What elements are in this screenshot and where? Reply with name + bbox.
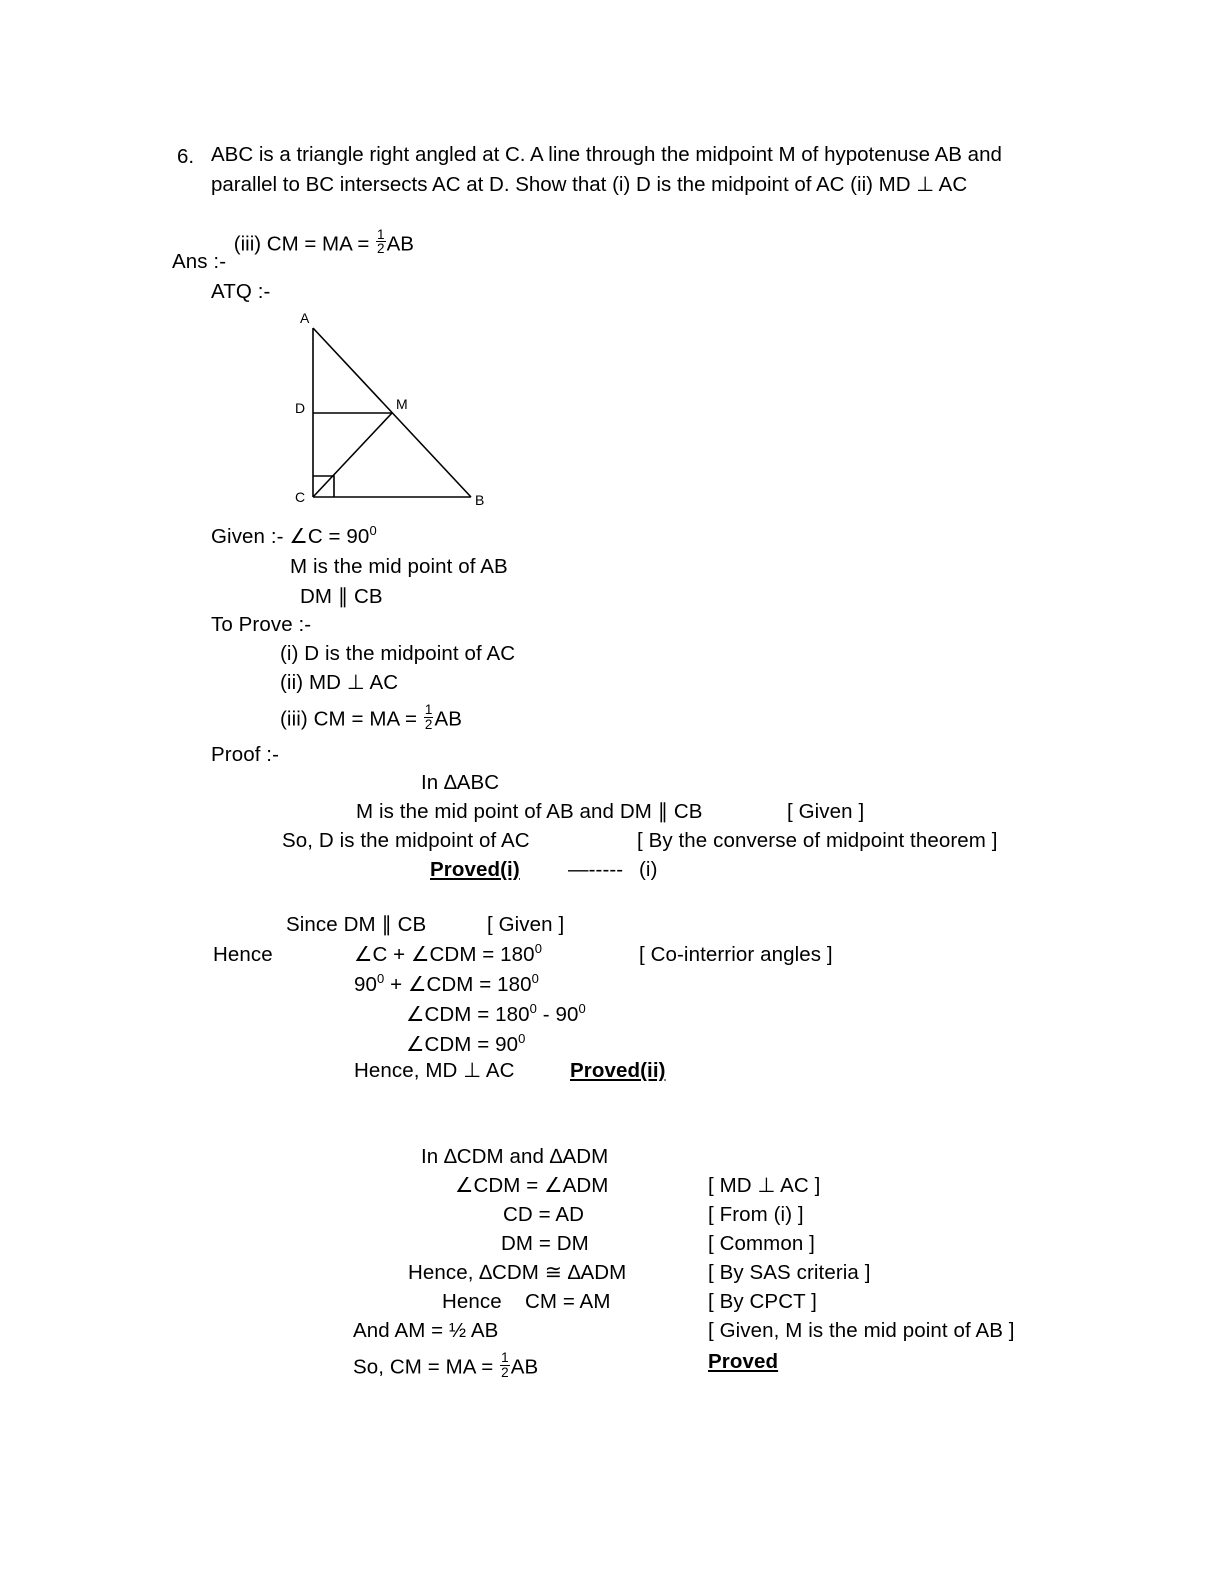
- proof-b2-hence: Hence: [213, 943, 273, 966]
- proof-b3-line-1: In ∆CDM and ∆ADM: [421, 1145, 609, 1168]
- proof-b2-line-1-left: Since DM ∥ CB: [286, 913, 427, 936]
- given-line-3: DM ∥ CB: [300, 585, 383, 608]
- proof-b2-line-2-text: ∠C + ∠CDM = 180: [354, 943, 535, 966]
- question-line-3: [211, 208, 414, 278]
- degree-sup: 0: [578, 1001, 586, 1017]
- proof-b2-line-3: [354, 971, 539, 996]
- given-line-2: M is the mid point of AB: [290, 555, 508, 578]
- proof-b1-reference: (i): [639, 858, 658, 881]
- fraction-numerator: 1: [501, 1350, 509, 1365]
- given-angle-c: ∠C = 90: [289, 525, 370, 548]
- proof-b2-line-5-a: ∠CDM = 90: [406, 1033, 519, 1056]
- fraction-denominator: 2: [424, 716, 433, 732]
- proof-b3-final-prefix: So, CM = MA =: [353, 1355, 500, 1379]
- proof-b3-row-2-left: DM = DM: [501, 1232, 589, 1255]
- to-prove-item-3: [280, 704, 462, 733]
- question-line-2: parallel to BC intersects AC at D. Show that (i) D is the midpoint of AC (ii) MD ⊥ AC: [211, 173, 968, 196]
- proof-b3-row-4-reason: [ By CPCT ]: [708, 1290, 817, 1313]
- degree-sup: 0: [518, 1031, 526, 1047]
- triangle-svg: [270, 300, 520, 520]
- proof-b3-row-2-reason: [ Common ]: [708, 1232, 815, 1255]
- proof-b1-dashes: —-----: [568, 858, 624, 881]
- proof-label: Proof :-: [211, 743, 280, 766]
- proof-b2-line-4: [406, 1001, 586, 1026]
- label-m: M: [396, 396, 408, 412]
- atq-label: ATQ :-: [211, 280, 271, 303]
- answer-label: Ans :-: [172, 250, 227, 273]
- question-line-1: ABC is a triangle right angled at C. A line through the midpoint M of hypotenuse AB and: [211, 143, 1002, 166]
- proof-b2-line-3-a: 90: [354, 973, 378, 996]
- proof-b2-line-2-left: [354, 941, 543, 966]
- degree-sup: 0: [531, 971, 539, 987]
- to-prove-label: To Prove :-: [211, 613, 312, 636]
- given-line-1: [211, 523, 377, 548]
- proof-b1-line-3-left: So, D is the midpoint of AC: [282, 829, 530, 852]
- given-label: Given :-: [211, 525, 290, 548]
- proof-b3-row-3-reason: [ By SAS criteria ]: [708, 1261, 871, 1284]
- fraction-one-half: [500, 1351, 510, 1380]
- proof-b2-line-4-b: - 90: [536, 1003, 579, 1026]
- geometry-diagram: [270, 300, 520, 525]
- fraction-denominator: 2: [377, 241, 385, 257]
- proved-i-badge: Proved(i): [430, 858, 520, 881]
- label-b: B: [475, 492, 485, 508]
- proof-b3-row-1-left: CD = AD: [503, 1203, 585, 1226]
- label-a: A: [300, 310, 310, 326]
- proof-b1-line-3-reason: [ By the converse of midpoint theorem ]: [637, 829, 998, 852]
- proof-b1-line-2-left: M is the mid point of AB and DM ∥ CB: [356, 800, 703, 823]
- fraction-one-half: [424, 703, 434, 732]
- to-prove-item-3-prefix: (iii) CM = MA =: [280, 707, 423, 731]
- proved-final-badge: Proved: [708, 1350, 779, 1373]
- proof-b3-row-5-reason: [ Given, M is the mid point of AB ]: [708, 1319, 1015, 1342]
- proof-b3-row-0-left: ∠CDM = ∠ADM: [455, 1174, 609, 1197]
- label-c: C: [295, 489, 306, 505]
- proof-b3-row-4-left: Hence CM = AM: [442, 1290, 611, 1313]
- proof-b2-line-4-a: ∠CDM = 180: [406, 1003, 530, 1026]
- fraction-numerator: 1: [424, 702, 433, 717]
- label-d: D: [295, 400, 306, 416]
- fraction-numerator: 1: [377, 226, 385, 242]
- fraction-one-half: [376, 228, 386, 257]
- question-line-3-prefix: (iii) CM = MA =: [233, 231, 376, 255]
- proof-b3-row-3-left: Hence, ∆CDM ≅ ∆ADM: [408, 1261, 627, 1284]
- to-prove-item-3-suffix: AB: [434, 707, 462, 731]
- proof-b2-line-2-reason: [ Co-interrior angles ]: [639, 943, 833, 966]
- to-prove-item-1: (i) D is the midpoint of AC: [280, 642, 516, 665]
- segment-cm: [313, 413, 392, 497]
- proof-b3-row-1-reason: [ From (i) ]: [708, 1203, 804, 1226]
- to-prove-item-2: (ii) MD ⊥ AC: [280, 671, 399, 694]
- fraction-denominator: 2: [501, 1364, 509, 1380]
- proof-b1-line-1: In ∆ABC: [421, 771, 500, 794]
- question-number: 6.: [177, 145, 195, 168]
- proof-b2-line-3-b: + ∠CDM = 180: [384, 973, 532, 996]
- degree-sup: 0: [377, 971, 385, 987]
- proof-b3-row-5-left: And AM = ½ AB: [353, 1319, 499, 1342]
- proof-b3-final-left: [353, 1352, 538, 1381]
- question-line-3-suffix: AB: [386, 231, 414, 255]
- proof-b3-row-0-reason: [ MD ⊥ AC ]: [708, 1174, 821, 1197]
- proof-b3-final-suffix: AB: [510, 1355, 539, 1379]
- proof-b1-line-2-reason: [ Given ]: [787, 800, 865, 823]
- degree-sup: 0: [529, 1001, 537, 1017]
- given-angle-c-degree: 0: [369, 523, 377, 539]
- proof-b2-line-1-reason: [ Given ]: [487, 913, 565, 936]
- proof-b2-line-6-left: Hence, MD ⊥ AC: [354, 1059, 515, 1082]
- degree-sup: 0: [534, 941, 543, 957]
- proved-ii-badge: Proved(ii): [570, 1059, 666, 1082]
- proof-b2-line-5: [406, 1031, 526, 1056]
